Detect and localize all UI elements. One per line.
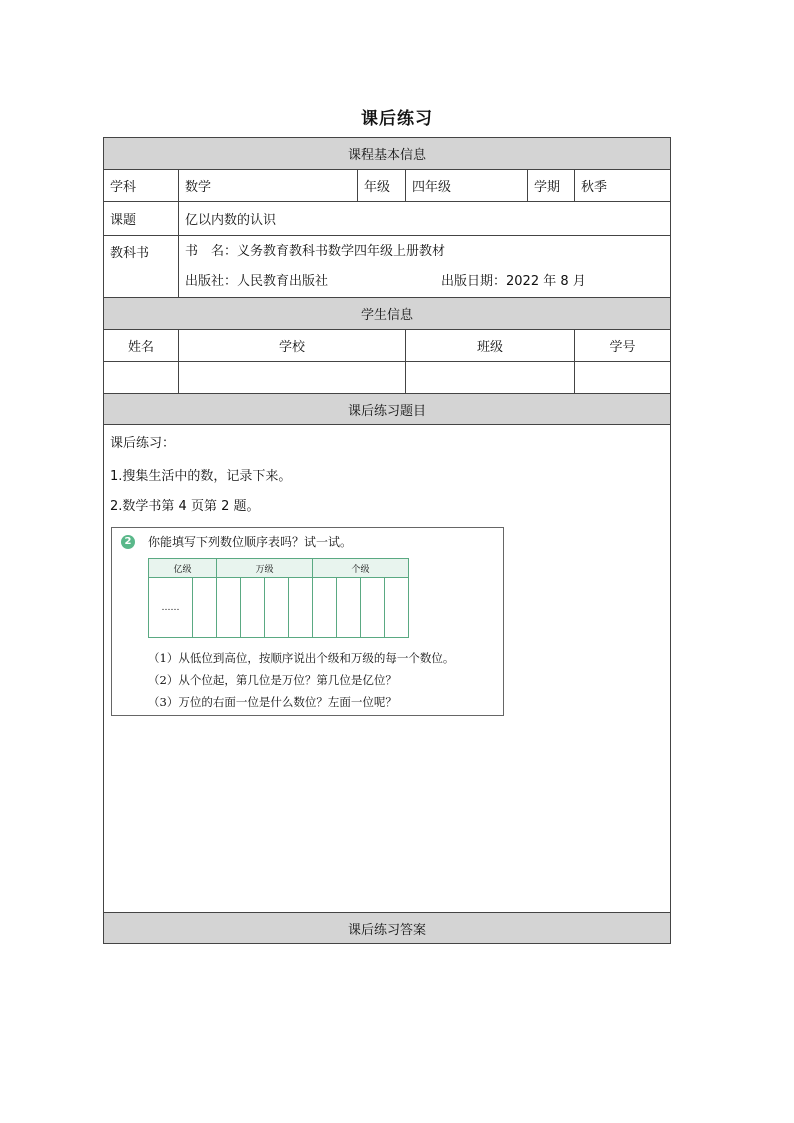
student-school-header: 学校 <box>179 330 406 362</box>
section-exercise: 课后练习题目 <box>104 394 671 425</box>
place-cell <box>289 578 313 638</box>
sub-question-1: （1）从低位到高位，按顺序说出个级和万级的每一个数位。 <box>148 651 455 665</box>
exercise-intro: 课后练习： <box>110 436 176 451</box>
exercise-content <box>104 425 671 913</box>
subject-value: 数学 <box>179 170 358 202</box>
book-name: 书 名：义务教育教科书数学四年级上册教材 <box>185 243 446 259</box>
place-cell <box>241 578 265 638</box>
section-student-info: 学生信息 <box>104 298 671 330</box>
group-header-yi: 亿级 <box>149 559 217 578</box>
place-cell <box>193 578 217 638</box>
problem-number-badge: 2 <box>121 535 135 549</box>
textbook-info <box>179 236 671 298</box>
place-cell <box>313 578 337 638</box>
student-id-header: 学号 <box>575 330 671 362</box>
group-header-ge: 个级 <box>313 559 409 578</box>
student-name-header: 姓名 <box>104 330 179 362</box>
exercise-item-2: 2.数学书第 4 页第 2 题。 <box>110 499 260 514</box>
student-school-cell[interactable] <box>179 362 406 394</box>
place-value-table <box>148 558 409 638</box>
term-label: 学期 <box>528 170 575 202</box>
group-header-wan: 万级 <box>217 559 313 578</box>
sub-question-3: （3）万位的右面一位是什么数位？左面一位呢？ <box>148 695 397 709</box>
grade-label: 年级 <box>358 170 406 202</box>
lesson-table <box>103 137 671 944</box>
place-cell <box>385 578 409 638</box>
term-value: 秋季 <box>575 170 671 202</box>
ellipsis-cell: …… <box>149 578 193 638</box>
student-name-cell[interactable] <box>104 362 179 394</box>
student-class-cell[interactable] <box>406 362 575 394</box>
section-course-info: 课程基本信息 <box>104 138 671 170</box>
subject-label: 学科 <box>104 170 179 202</box>
exercise-item-1: 1.搜集生活中的数，记录下来。 <box>110 469 292 484</box>
publisher: 出版社：人民教育出版社 <box>185 273 329 289</box>
topic-label: 课题 <box>104 202 179 236</box>
textbook-label: 教科书 <box>104 236 179 298</box>
textbook-problem-image <box>111 527 504 716</box>
place-cell <box>361 578 385 638</box>
place-cell <box>217 578 241 638</box>
student-class-header: 班级 <box>406 330 575 362</box>
section-answer: 课后练习答案 <box>104 913 671 944</box>
student-id-cell[interactable] <box>575 362 671 394</box>
place-cell <box>337 578 361 638</box>
page-title: 课后练习 <box>361 109 433 129</box>
topic-value: 亿以内数的认识 <box>179 202 671 236</box>
place-cell <box>265 578 289 638</box>
problem-question: 你能填写下列数位顺序表吗？试一试。 <box>148 535 353 549</box>
grade-value: 四年级 <box>406 170 528 202</box>
sub-question-2: （2）从个位起，第几位是万位？第几位是亿位？ <box>148 673 397 687</box>
publish-date: 出版日期：2022 年 8 月 <box>441 273 586 289</box>
